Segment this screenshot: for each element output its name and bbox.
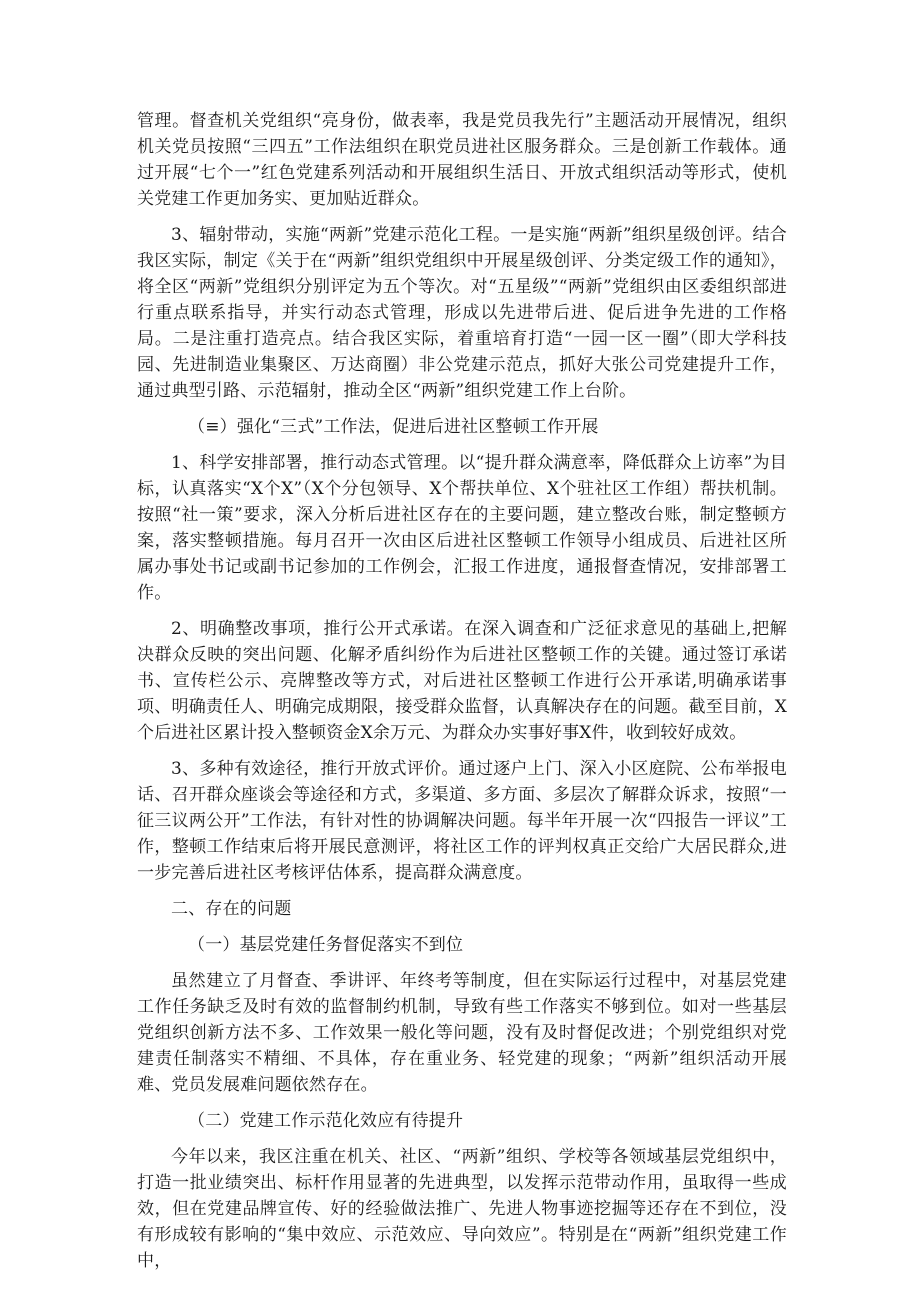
subsection-heading-demonstration-effect: （二）党建工作示范化效应有待提升 [188, 1111, 464, 1131]
section-heading-three-methods: （≡）强化“三式”工作法，促进后进社区整顿工作开展 [188, 417, 599, 437]
paragraph-supervision-issues: 虽然建立了月督查、季讲评、年终考等制度，但在实际运行过程中，对基层党建工作任务缺乏及时有效的监督制约机制，导致有些工作落实不够到位。如对一些基层党组织创新方法不多、工作效果一般化等问题，没有及时督促改进；个别党组织对党建责任制落实不精细、不具体，存在重业务、轻党建的现象；“两新”组织活动开展难、党员发展难问题依然存在。 [137, 971, 787, 1095]
paragraph-public-commitment: 2、明确整改事项，推行公开式承诺。在深入调查和广泛征求意见的基础上,把解决群众反映的突出问题、化解矛盾纠纷作为后进社区整顿工作的关键。通过签订承诺书、宣传栏公示、亮牌整改等方式，对后进社区整顿工作进行公开承诺,明确承诺事项、明确责任人、明确完成期限，接受群众监督，认真解决存在的问题。截至目前，X个后进社区累计投入整顿资金X余万元、为群众办实事好事X件，收到较好成效。 [137, 619, 787, 743]
paragraph-demonstration-effect: 今年以来，我区注重在机关、社区、“两新”组织、学校等各领域基层党组织中，打造一批业绩突出、标杆作用显著的先进典型，以发挥示范带动作用，虽取得一些成效，但在党建品牌宣传、好的经验做法推广、先进人物事迹挖掘等还存在不到位，没有形成较有影响的“集中效应、示范效应、导向效应”。特别是在“两新”组织党建工作中， [137, 1147, 787, 1271]
paragraph-continuation: 管理。督查机关党组织“亮身份，做表率，我是党员我先行”主题活动开展情况，组织机关党员按照“三四五”工作法组织在职党员进社区服务群众。三是创新工作载体。通过开展“七个一”红色党建系列活动和开展组织生活日、开放式组织活动等形式，使机关党建工作更加务实、更加贴近群众。 [137, 111, 787, 209]
paragraph-open-evaluation: 3、多种有效途径，推行开放式评价。通过逐户上门、深入小区庭院、公布举报电话、召开群众座谈会等途径和方式，多渠道、多方面、多层次了解群众诉求，按照“一征三议两公开”工作法，有针对性的协调解决问题。每半年开展一次“四报告一评议”工作，整顿工作结束后将开展民意测评，将社区工作的评判权真正交给广大居民群众,进一步完善后进社区考核评估体系，提高群众满意度。 [137, 759, 787, 883]
paragraph-dynamic-management: 1、科学安排部署，推行动态式管理。以“提升群众满意率，降低群众上访率”为目标，认真落实“X个X”（X个分包领导、X个帮扶单位、X个驻社区工作组）帮扶机制。按照“社一策”要求，深入分析后进社区存在的主要问题，建立整改台账，制定整顿方案，落实整顿措施。每月召开一次由区后进社区整顿工作领导小组成员、后进社区所属办事处书记或副书记参加的工作例会，汇报工作进度，通报督查情况，安排部署工作。 [137, 453, 787, 603]
subsection-heading-supervision: （一）基层党建任务督促落实不到位 [188, 935, 464, 955]
paragraph-two-new-demonstration: 3、辐射带动，实施“两新”党建示范化工程。一是实施“两新”组织星级创评。结合我区实际，制定《关于在“两新”组织党组织中开展星级创评、分类定级工作的通知》，将全区“两新”党组织分别评定为五个等次。对“五星级”“两新”党组织由区委组织部进行重点联系指导，并实行动态式管理，形成以先进带后进、促后进争先进的工作格局。二是注重打造亮点。结合我区实际，着重培育打造“一园一区一圈”（即大学科技园、先进制造业集聚区、万达商圈）非公党建示范点，抓好大张公司党建提升工作，通过典型引路、示范辐射，推动全区“两新”组织党建工作上台阶。 [137, 225, 787, 401]
section-heading-problems: 二、存在的问题 [171, 899, 292, 919]
document-page [137, 108, 787, 1284]
